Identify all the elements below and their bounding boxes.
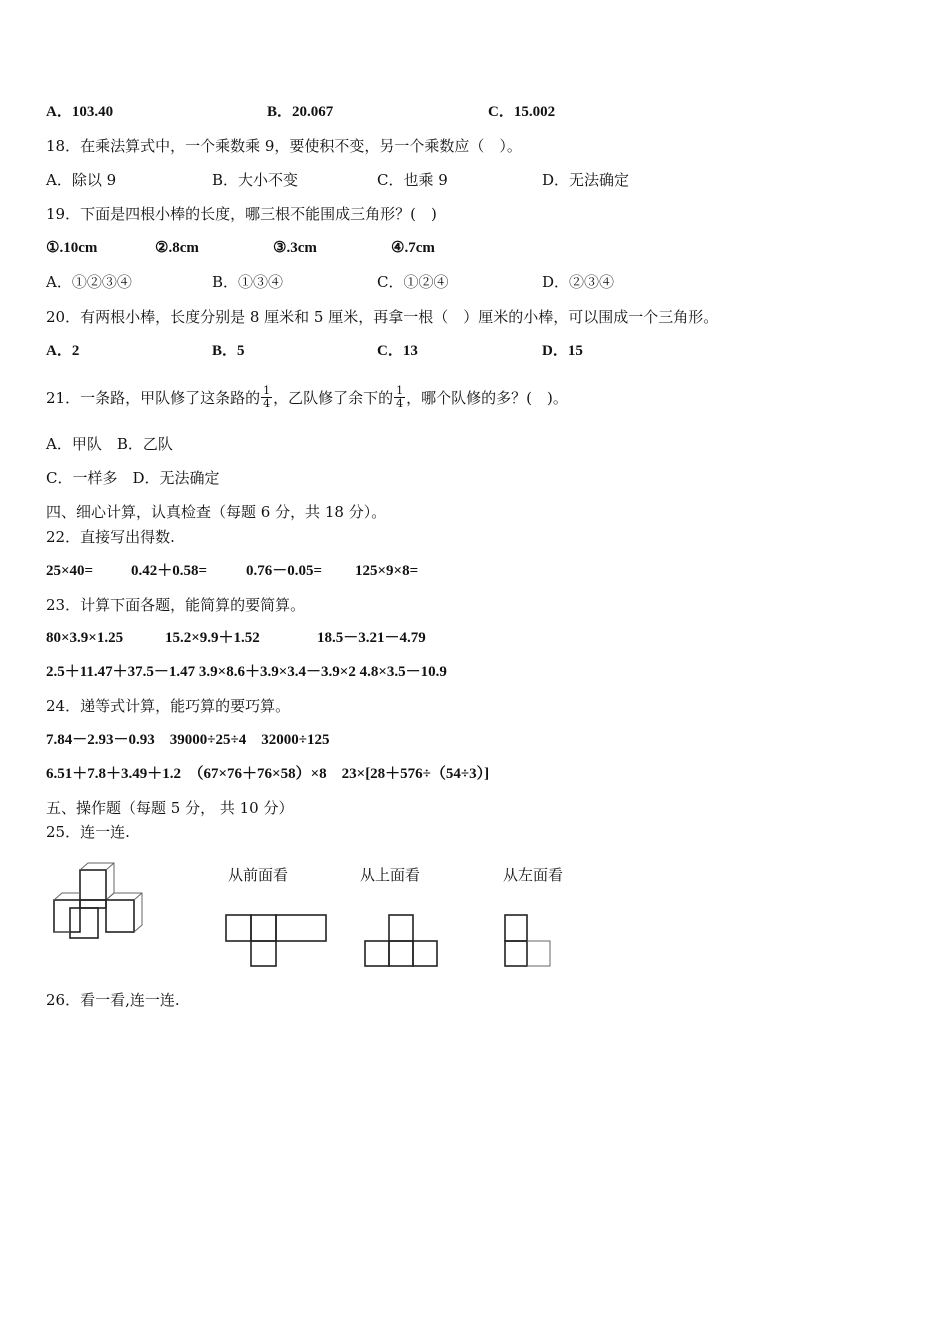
q18-option-c: C．也乘 9 <box>377 171 448 189</box>
q21-text-part3: ，哪个队修的多？( )。 <box>406 389 568 407</box>
q20-option-b: B．5 <box>212 343 245 359</box>
q24-question: 24．递等式计算，能巧算的要巧算。 <box>46 697 291 715</box>
q24-row1: 7.84－2.93－0.93 39000÷25÷4 32000÷125 <box>46 732 330 748</box>
section4-title: 四、细心计算，认真检查（每题 6 分，共 18 分）。 <box>46 503 387 521</box>
q21-question <box>46 382 568 414</box>
q18-option-b: B．大小不变 <box>212 171 299 189</box>
section5-title: 五、操作题（每题 5 分， 共 10 分） <box>46 799 294 817</box>
q22-item-2: 0.42＋0.58= <box>131 563 208 579</box>
q25-question: 25．连一连. <box>46 823 130 841</box>
q23-item-1: 80×3.9×1.25 <box>46 630 124 646</box>
q19-stick-1: ①.10cm <box>46 240 98 256</box>
fraction-denominator: 4 <box>263 396 271 410</box>
cube-stack-figure <box>46 860 158 944</box>
view-shape-l <box>502 912 558 970</box>
view-shape-inverted-t <box>362 912 442 970</box>
q20-question: 20．有两根小棒，长度分别是 8 厘米和 5 厘米，再拿一根（ ）厘米的小棒，可以围成一个三角形。 <box>46 308 719 326</box>
q23-question: 23．计算下面各题，能简算的要简算。 <box>46 596 306 614</box>
q17-option-b: B．20.067 <box>267 104 334 120</box>
q26-question: 26．看一看,连一连. <box>46 991 180 1009</box>
view-label-left: 从左面看 <box>503 866 564 884</box>
view-shape-t <box>224 912 330 970</box>
q19-stick-3: ③.3cm <box>273 240 317 256</box>
fraction-denominator: 4 <box>396 396 404 410</box>
q21-options-row1: A．甲队 B．乙队 <box>46 435 173 453</box>
q22-item-4: 125×9×8= <box>355 563 419 579</box>
q23-item-2: 15.2×9.9＋1.52 <box>165 630 260 646</box>
view-label-top: 从上面看 <box>360 866 421 884</box>
q19-option-b: B．①③④ <box>212 273 284 291</box>
q24-row2: 6.51＋7.8＋3.49＋1.2 （67×76＋76×58）×8 23×[28＋576÷（54÷3）] <box>46 766 490 782</box>
q22-item-3: 0.76－0.05= <box>246 563 323 579</box>
q17-option-c: C．15.002 <box>488 104 556 120</box>
q22-question: 22．直接写出得数. <box>46 528 175 546</box>
q19-question: 19．下面是四根小棒的长度，哪三根不能围成三角形？( ) <box>46 205 437 223</box>
q17-option-a: A．103.40 <box>46 104 114 120</box>
q21-text-part1: 21．一条路，甲队修了这条路的 <box>46 389 261 407</box>
q18-question: 18．在乘法算式中，一个乘数乘 9，要使积不变，另一个乘数应（ ）。 <box>46 137 522 155</box>
q23-row2: 2.5＋11.47＋37.5－1.47 3.9×8.6＋3.9×3.4－3.9×2 4.8×3.5－10.9 <box>46 664 447 680</box>
q19-option-a: A．①②③④ <box>46 273 132 291</box>
q19-stick-2: ②.8cm <box>155 240 199 256</box>
q18-option-a: A．除以 9 <box>46 171 117 189</box>
q20-option-a: A．2 <box>46 343 80 359</box>
q22-item-1: 25×40= <box>46 563 94 579</box>
fraction-numerator: 1 <box>263 383 271 397</box>
q21-fraction-1 <box>261 385 272 410</box>
q21-options-row2: C．一样多 D．无法确定 <box>46 469 220 487</box>
q19-option-c: C．①②④ <box>377 273 449 291</box>
q19-stick-4: ④.7cm <box>391 240 435 256</box>
q21-fraction-2 <box>394 385 405 410</box>
q20-option-d: D．15 <box>542 343 583 359</box>
q18-option-d: D．无法确定 <box>542 171 630 189</box>
fraction-numerator: 1 <box>396 383 404 397</box>
q21-text-part2: ，乙队修了余下的 <box>273 389 394 407</box>
q23-item-3: 18.5－3.21－4.79 <box>317 630 426 646</box>
q19-option-d: D．②③④ <box>542 273 615 291</box>
view-label-front: 从前面看 <box>228 866 289 884</box>
q20-option-c: C．13 <box>377 343 418 359</box>
